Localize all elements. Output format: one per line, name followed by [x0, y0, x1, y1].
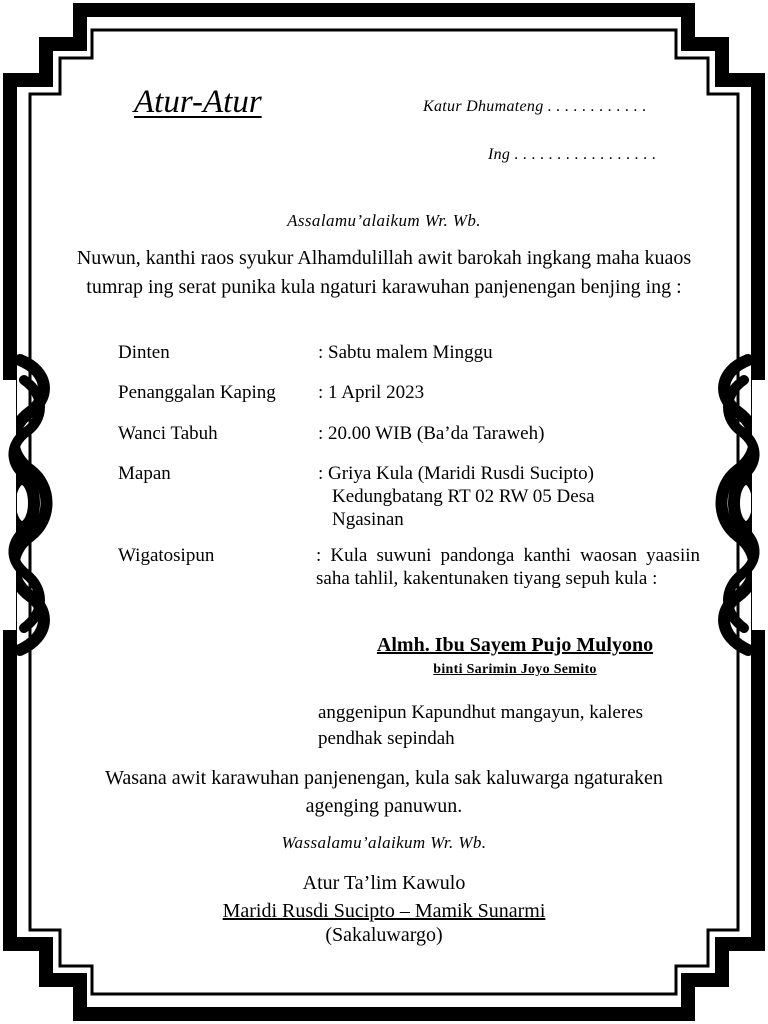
intro-paragraph: Nuwun, kanthi raos syukur Alhamdulillah awit barokah ingkang maha kuaos tumrap ing serat punika kula ngaturi karawuhan panjenengan benjing ing : — [76, 247, 692, 298]
memorial-note: anggenipun Kapundhut mangayun, kaleres pendhak sepindah — [318, 702, 644, 749]
deceased-name: Almh. Ibu Sayem Pujo Mulyono — [376, 634, 654, 656]
signature-names: Maridi Rusdi Sucipto – Mamik Sunarmi — [222, 900, 546, 922]
signature-opening: Atur Ta’lim Kawulo — [302, 872, 466, 894]
closing-paragraph: Wasana awit karawuhan panjenengan, kula sak kaluwarga ngaturaken agenging panuwun. — [105, 767, 663, 817]
detail-value-purpose: : Kula suwuni pandonga kanthi waosan yaasiin saha tahlil, kakentunaken tiyang sepuh kula : — [316, 545, 700, 589]
detail-value-place-address: Kedungbatang RT 02 RW 05 Desa Ngasinan — [332, 486, 595, 530]
detail-label-date: Penanggalan Kaping — [118, 382, 276, 403]
detail-value-time: : 20.00 WIB (Ba’da Taraweh) — [318, 423, 545, 444]
deceased-lineage: binti Sarimin Joyo Semito — [433, 662, 597, 677]
detail-label-place: Mapan — [118, 463, 171, 484]
detail-label-time: Wanci Tabuh — [118, 423, 218, 444]
detail-value-day: : Sabtu malem Minggu — [318, 342, 493, 363]
closing-greeting: Wassalamu’alaikum Wr. Wb. — [281, 833, 487, 852]
place-line: Ing . . . . . . . . . . . . . . . . . — [488, 146, 657, 163]
signature-family: (Sakaluwargo) — [325, 924, 443, 946]
detail-label-day: Dinten — [118, 342, 170, 363]
detail-label-purpose: Wigatosipun — [118, 545, 215, 566]
page-title: Atur-Atur — [134, 84, 262, 120]
detail-value-place: : Griya Kula (Maridi Rusdi Sucipto) — [318, 463, 594, 484]
opening-greeting: Assalamu’alaikum Wr. Wb. — [287, 211, 481, 230]
detail-value-date: : 1 April 2023 — [318, 382, 425, 403]
recipient-line: Katur Dhumateng . . . . . . . . . . . . — [423, 98, 647, 115]
